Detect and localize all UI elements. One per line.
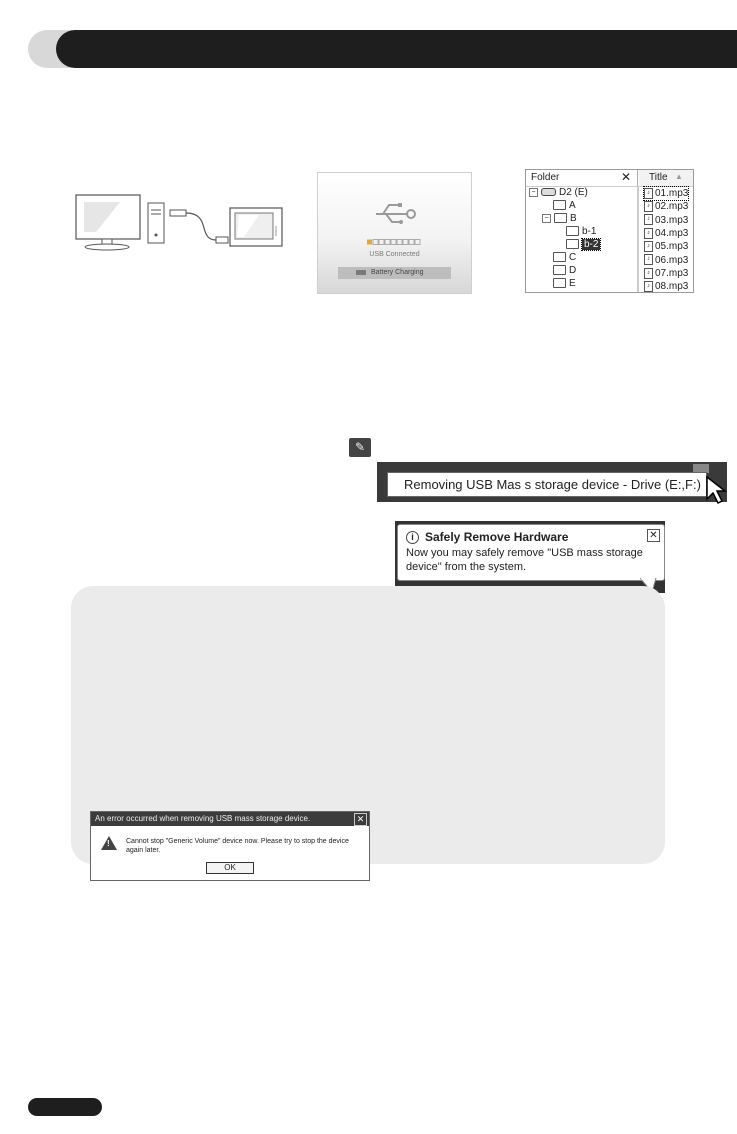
music-file-icon: ♪ bbox=[644, 228, 653, 239]
folder-icon bbox=[554, 213, 567, 223]
file-item[interactable] bbox=[644, 187, 688, 200]
tree-item-label: C bbox=[569, 252, 577, 263]
error-dialog bbox=[90, 811, 370, 881]
music-file-icon: ♪ bbox=[644, 281, 653, 292]
error-dialog-title: An error occurred when removing USB mass storage device. bbox=[95, 814, 311, 823]
tree-item[interactable] bbox=[566, 226, 596, 238]
usb-status-text: USB Connected bbox=[369, 251, 420, 258]
file-name: 07.mp3 bbox=[655, 267, 689, 279]
tree-item-label: b-1 bbox=[582, 226, 597, 237]
file-item[interactable] bbox=[644, 254, 688, 267]
usb-connected-screen bbox=[317, 172, 472, 294]
file-name: 02.mp3 bbox=[655, 201, 689, 213]
safely-remove-tray-icon[interactable]: ✎ bbox=[349, 438, 371, 457]
file-name: 06.mp3 bbox=[655, 254, 689, 266]
usb-icon bbox=[372, 201, 418, 227]
folder-icon bbox=[553, 265, 566, 275]
tree-item[interactable] bbox=[553, 252, 576, 264]
pc-tower bbox=[148, 203, 164, 243]
battery-icon bbox=[356, 270, 366, 275]
tree-item[interactable] bbox=[529, 187, 588, 199]
folder-icon bbox=[553, 200, 566, 210]
usb-plug bbox=[170, 210, 186, 216]
folder-header-label: Folder bbox=[531, 172, 560, 183]
tree-item[interactable] bbox=[553, 278, 576, 290]
error-close-button[interactable]: ✕ bbox=[354, 813, 367, 826]
usb-cable bbox=[186, 213, 216, 240]
music-file-icon: ♪ bbox=[644, 214, 653, 225]
tree-item[interactable] bbox=[542, 213, 577, 225]
balloon-message: Now you may safely remove "USB mass storage device" from the system. bbox=[406, 547, 643, 573]
tree-item[interactable] bbox=[553, 265, 576, 277]
title-column-header[interactable] bbox=[639, 170, 693, 187]
folder-explorer bbox=[525, 169, 694, 293]
remove-device-label: Removing USB Mas s storage device - Drive (E:,F:) bbox=[404, 477, 701, 492]
music-file-icon: ♪ bbox=[644, 254, 653, 265]
tree-item[interactable] bbox=[566, 239, 600, 251]
connection-illustration bbox=[74, 190, 296, 270]
sort-up-icon: ▲ bbox=[675, 172, 683, 181]
file-item[interactable] bbox=[644, 280, 688, 293]
folder-icon bbox=[566, 239, 579, 249]
battery-charging-label: Battery Charging bbox=[371, 269, 424, 276]
collapse-icon[interactable]: − bbox=[529, 188, 538, 197]
tree-item-label: D2 (E) bbox=[559, 187, 588, 198]
header-bar bbox=[56, 30, 737, 68]
collapse-icon[interactable]: − bbox=[542, 214, 551, 223]
file-item[interactable] bbox=[644, 200, 688, 213]
file-item[interactable] bbox=[644, 267, 688, 280]
tree-item-label: E bbox=[569, 278, 576, 289]
remove-device-menu-item[interactable] bbox=[387, 472, 707, 497]
info-icon: i bbox=[406, 531, 419, 544]
file-name: 04.mp3 bbox=[655, 227, 689, 239]
tree-item-label: A bbox=[569, 200, 576, 211]
file-name: 05.mp3 bbox=[655, 241, 689, 253]
drive-icon bbox=[541, 188, 556, 196]
taskbar-strip bbox=[377, 462, 727, 502]
page-number-tab bbox=[28, 1098, 102, 1116]
music-file-icon: ♪ bbox=[644, 268, 653, 279]
error-dialog-titlebar bbox=[91, 812, 369, 826]
progress-indicator bbox=[367, 239, 423, 245]
balloon-title: Safely Remove Hardware bbox=[425, 530, 569, 544]
tree-item-label: b-2 bbox=[584, 239, 599, 250]
ok-button[interactable]: OK bbox=[206, 862, 254, 874]
pane-splitter[interactable] bbox=[637, 186, 639, 292]
battery-charging-bar bbox=[338, 267, 451, 279]
music-file-icon: ♪ bbox=[644, 241, 653, 252]
title-header-label: Title bbox=[649, 172, 668, 183]
file-name: 08.mp3 bbox=[655, 281, 689, 293]
mouse-cursor-icon bbox=[705, 475, 731, 505]
warning-icon bbox=[101, 836, 117, 850]
music-file-icon: ♪ bbox=[644, 188, 653, 199]
error-message: Cannot stop "Generic Volume" device now. Please try to stop the device again later. bbox=[126, 838, 349, 854]
folder-icon bbox=[553, 252, 566, 262]
file-name: 03.mp3 bbox=[655, 214, 689, 226]
file-item[interactable] bbox=[644, 214, 688, 227]
balloon-close-button[interactable]: ✕ bbox=[647, 529, 660, 542]
tree-item-label: D bbox=[569, 265, 577, 276]
folder-pane-header bbox=[526, 170, 638, 187]
close-icon[interactable]: ✕ bbox=[620, 170, 631, 184]
safely-remove-balloon bbox=[397, 524, 665, 581]
file-name: 01.mp3 bbox=[655, 188, 689, 199]
tree-item-label: B bbox=[570, 213, 577, 224]
file-item[interactable] bbox=[644, 240, 688, 253]
tree-item[interactable] bbox=[553, 200, 576, 212]
file-item[interactable] bbox=[644, 227, 688, 240]
folder-icon bbox=[553, 278, 566, 288]
music-file-icon: ♪ bbox=[644, 201, 653, 212]
folder-icon bbox=[566, 226, 579, 236]
